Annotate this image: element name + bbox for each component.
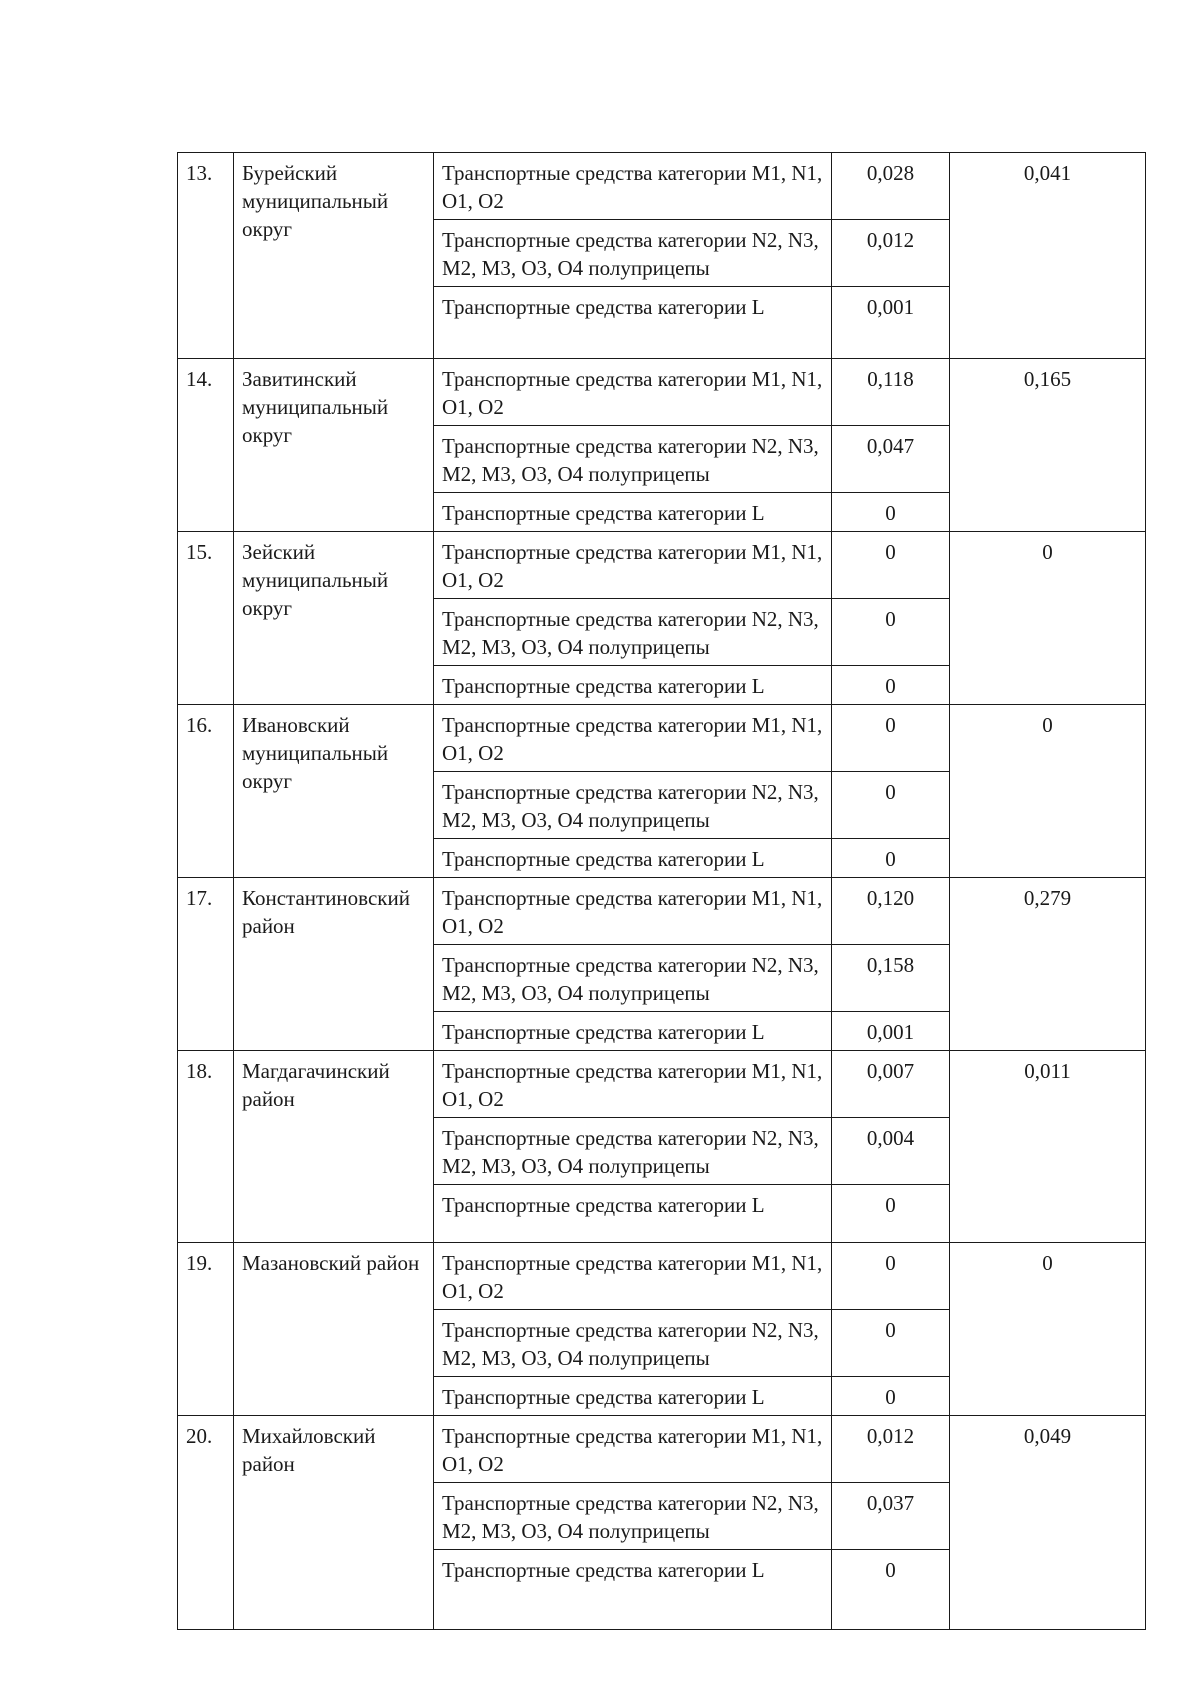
row-number: 14. xyxy=(178,359,234,532)
district-total: 0,049 xyxy=(950,1416,1146,1630)
vehicle-category: Транспортные средства категории N2, N3, M2, M3, O3, O4 полуприцепы xyxy=(434,426,832,493)
category-value: 0 xyxy=(832,705,950,772)
table-body xyxy=(178,153,1146,1630)
vehicle-category: Транспортные средства категории N2, N3, M2, M3, O3, O4 полуприцепы xyxy=(434,220,832,287)
category-value: 0 xyxy=(832,1550,950,1630)
district-name: Михайловский район xyxy=(234,1416,434,1630)
district-name: Бурейский муниципальный округ xyxy=(234,153,434,359)
category-value: 0,158 xyxy=(832,945,950,1012)
vehicle-category: Транспортные средства категории M1, N1, O1, O2 xyxy=(434,359,832,426)
vehicle-category: Транспортные средства категории M1, N1, O1, O2 xyxy=(434,1051,832,1118)
category-value: 0 xyxy=(832,1243,950,1310)
category-value: 0,037 xyxy=(832,1483,950,1550)
vehicle-category: Транспортные средства категории L xyxy=(434,287,832,359)
category-value: 0 xyxy=(832,1310,950,1377)
category-value: 0 xyxy=(832,493,950,532)
vehicle-category: Транспортные средства категории M1, N1, O1, O2 xyxy=(434,1416,832,1483)
row-number: 18. xyxy=(178,1051,234,1243)
category-value: 0,012 xyxy=(832,1416,950,1483)
row-number: 20. xyxy=(178,1416,234,1630)
row-number: 17. xyxy=(178,878,234,1051)
vehicle-category: Транспортные средства категории L xyxy=(434,1550,832,1630)
vehicle-category: Транспортные средства категории N2, N3, M2, M3, O3, O4 полуприцепы xyxy=(434,945,832,1012)
vehicle-category: Транспортные средства категории M1, N1, O1, O2 xyxy=(434,1243,832,1310)
vehicle-category: Транспортные средства категории N2, N3, M2, M3, O3, O4 полуприцепы xyxy=(434,772,832,839)
table-row xyxy=(178,532,1146,599)
district-total: 0,165 xyxy=(950,359,1146,532)
category-value: 0,001 xyxy=(832,287,950,359)
district-total: 0 xyxy=(950,532,1146,705)
table-row xyxy=(178,359,1146,426)
district-total: 0,041 xyxy=(950,153,1146,359)
vehicle-category: Транспортные средства категории L xyxy=(434,1377,832,1416)
vehicle-category: Транспортные средства категории M1, N1, O1, O2 xyxy=(434,878,832,945)
category-value: 0 xyxy=(832,1377,950,1416)
district-total: 0 xyxy=(950,705,1146,878)
vehicle-category: Транспортные средства категории L xyxy=(434,839,832,878)
vehicle-category: Транспортные средства категории N2, N3, M2, M3, O3, O4 полуприцепы xyxy=(434,1483,832,1550)
district-name: Завитинский муниципальный округ xyxy=(234,359,434,532)
vehicle-category: Транспортные средства категории L xyxy=(434,1185,832,1243)
row-number: 19. xyxy=(178,1243,234,1416)
category-value: 0 xyxy=(832,666,950,705)
vehicle-category: Транспортные средства категории L xyxy=(434,493,832,532)
district-total: 0,011 xyxy=(950,1051,1146,1243)
category-value: 0 xyxy=(832,1185,950,1243)
category-value: 0 xyxy=(832,772,950,839)
category-value: 0,120 xyxy=(832,878,950,945)
table-row xyxy=(178,1416,1146,1483)
row-number: 16. xyxy=(178,705,234,878)
category-value: 0 xyxy=(832,599,950,666)
vehicle-category: Транспортные средства категории M1, N1, O1, O2 xyxy=(434,705,832,772)
district-name: Ивановский муниципальный округ xyxy=(234,705,434,878)
vehicle-category: Транспортные средства категории L xyxy=(434,666,832,705)
category-value: 0,007 xyxy=(832,1051,950,1118)
district-total: 0 xyxy=(950,1243,1146,1416)
vehicle-category: Транспортные средства категории M1, N1, O1, O2 xyxy=(434,532,832,599)
category-value: 0 xyxy=(832,839,950,878)
vehicle-category: Транспортные средства категории M1, N1, O1, O2 xyxy=(434,153,832,220)
category-value: 0,001 xyxy=(832,1012,950,1051)
category-value: 0,012 xyxy=(832,220,950,287)
allocation-table xyxy=(177,152,1146,1630)
vehicle-category: Транспортные средства категории N2, N3, M2, M3, O3, O4 полуприцепы xyxy=(434,1118,832,1185)
vehicle-category: Транспортные средства категории N2, N3, M2, M3, O3, O4 полуприцепы xyxy=(434,1310,832,1377)
district-name: Константиновский район xyxy=(234,878,434,1051)
district-name: Зейский муниципальный округ xyxy=(234,532,434,705)
category-value: 0,028 xyxy=(832,153,950,220)
row-number: 15. xyxy=(178,532,234,705)
category-value: 0,004 xyxy=(832,1118,950,1185)
vehicle-category: Транспортные средства категории L xyxy=(434,1012,832,1051)
row-number: 13. xyxy=(178,153,234,359)
table-row xyxy=(178,1051,1146,1118)
vehicle-category: Транспортные средства категории N2, N3, M2, M3, O3, O4 полуприцепы xyxy=(434,599,832,666)
table-row xyxy=(178,1243,1146,1310)
table-row xyxy=(178,878,1146,945)
category-value: 0,047 xyxy=(832,426,950,493)
table-row xyxy=(178,153,1146,220)
district-name: Магдагачинский район xyxy=(234,1051,434,1243)
district-total: 0,279 xyxy=(950,878,1146,1051)
category-value: 0 xyxy=(832,532,950,599)
district-name: Мазановский район xyxy=(234,1243,434,1416)
category-value: 0,118 xyxy=(832,359,950,426)
table-row xyxy=(178,705,1146,772)
